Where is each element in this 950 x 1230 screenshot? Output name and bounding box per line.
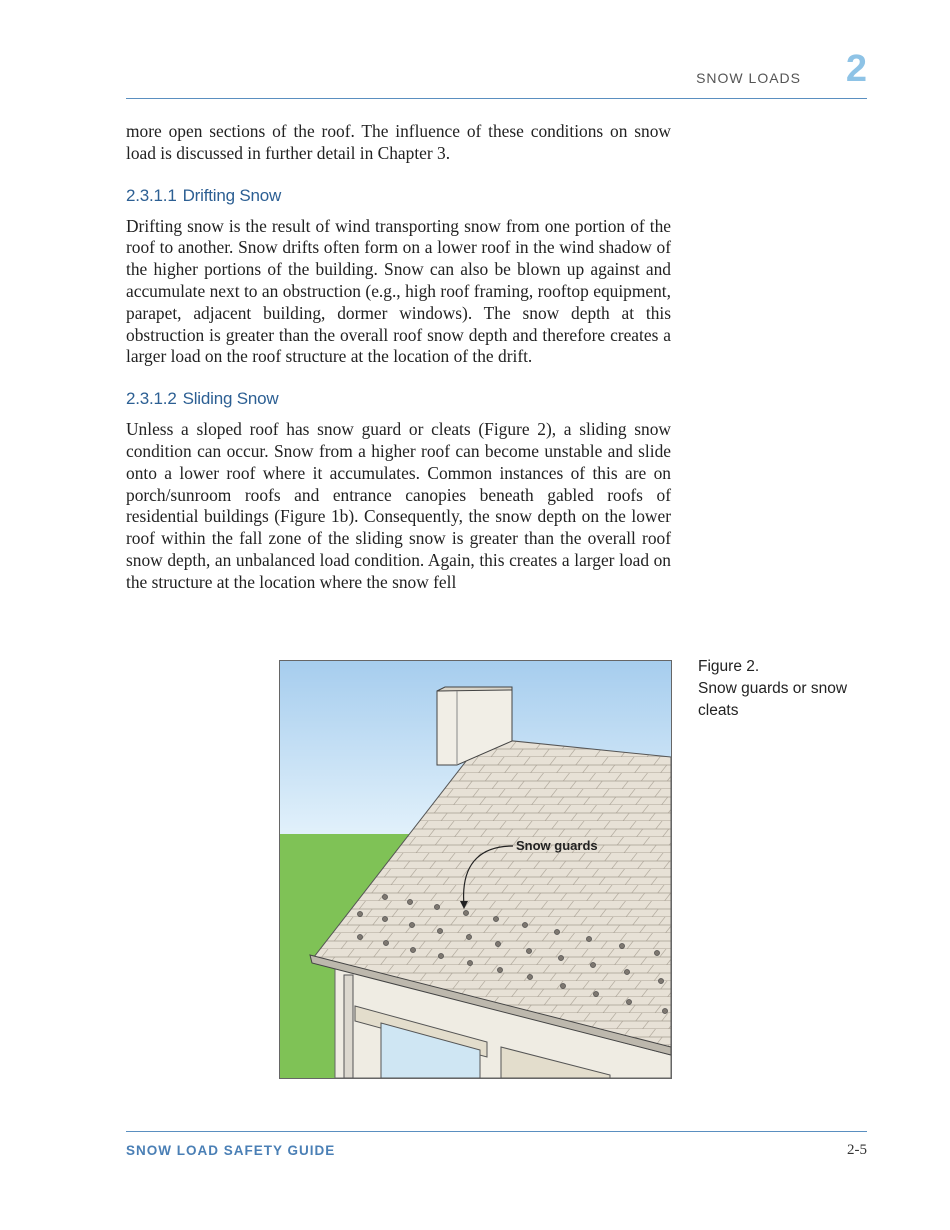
section-title: Drifting Snow <box>182 185 282 205</box>
intro-paragraph: more open sections of the roof. The influence of these conditions on snow load is discussed in further detail in Chapter 3. <box>126 121 671 163</box>
page-footer <box>126 1131 867 1158</box>
section-heading-sliding <box>126 389 671 409</box>
footer-title: SNOW LOAD SAFETY GUIDE <box>126 1143 336 1158</box>
section-heading-drifting <box>126 186 671 206</box>
section-label: SNOW LOADS <box>696 70 801 86</box>
section-body-drifting: Drifting snow is the result of wind transporting snow from one portion of the roof to another. Snow drifts often form on a lower roof in the wind shadow of the higher portions of the building. Snow can also be blown up against and accumulate next to an obstruction (e.g., high roof framing, rooftop equipment, parapet, adjacent building, dormer windows). The snow depth at this obstruction is greater than the overall roof snow depth and therefore creates a larger load on the roof structure at the location of the drift. <box>126 215 671 367</box>
section-number: 2.3.1.1 <box>126 185 177 205</box>
figure-caption-text: Snow guards or snow cleats <box>698 680 848 719</box>
page-number: 2-5 <box>847 1142 867 1158</box>
main-content <box>126 121 671 594</box>
figure-label: Figure 2. <box>698 658 760 675</box>
page-header <box>126 50 867 99</box>
figure-illustration <box>279 660 672 1079</box>
section-number: 2.3.1.2 <box>126 389 177 409</box>
callout-label: Snow guards <box>516 838 598 853</box>
figure-caption <box>698 656 868 722</box>
section-title: Sliding Snow <box>182 389 279 409</box>
snow-guards-roof-illustration <box>280 661 671 1078</box>
chapter-number: 2 <box>845 48 867 90</box>
section-body-sliding: Unless a sloped roof has snow guard or cleats (Figure 2), a sliding snow condition can occur. Snow from a higher roof can become unstable and slide onto a lower roof where it accumulates. Common instances of this are on porch/sunroom roofs and entrance canopies beneath gabled roofs of residential buildings (Figure 1b). Consequently, the snow depth on the lower roof within the fall zone of the sliding snow is greater than the overall roof snow depth, an unbalanced load condition. Again, this creates a larger load on the structure at the location where the snow fell <box>126 419 671 592</box>
